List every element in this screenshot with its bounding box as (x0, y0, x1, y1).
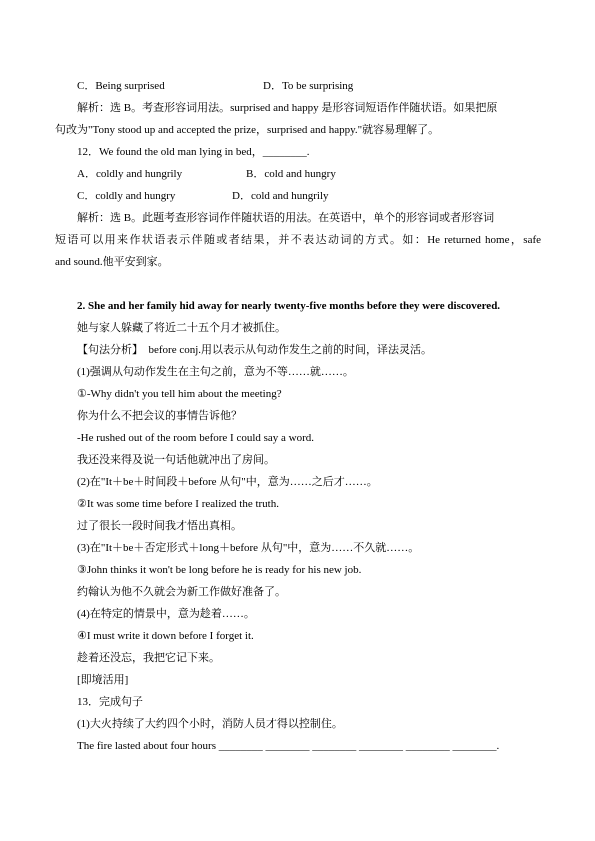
example-1a-translation: 你为什么不把会议的事情告诉他？ (77, 410, 242, 422)
q11-option-d: D．To be surprising (263, 80, 354, 92)
practice-label: [即境活用] (77, 674, 129, 686)
example-2-translation: 过了很长一段时间我才悟出真相。 (77, 520, 242, 532)
example-1b-translation: 我还没来得及说一句话他就冲出了房间。 (77, 454, 275, 466)
example-4: ④I must write it down before I forget it. (77, 630, 254, 642)
q11-analysis-line2: 句改为"Tony stood up and accepted the prize，surprised and happy."就容易理解了。 (55, 124, 440, 136)
example-3-translation: 约翰认为他不久就会为新工作做好准备了。 (77, 586, 286, 598)
grammar-analysis: 【句法分析】 before conj.用以表示从句动作发生之前的时间，译法灵活。 (77, 344, 433, 356)
usage-1: (1)强调从句动作发生在主句之前，意为不等……就……。 (77, 366, 354, 378)
q12-option-b: B．cold and hungry (246, 168, 336, 180)
q13-item-1-sentence: The fire lasted about four hours ________ ________ ________ ________ ________ ________. (77, 740, 500, 752)
example-4-translation: 趁着还没忘，我把它记下来。 (77, 652, 220, 664)
usage-4: (4)在特定的情景中，意为趁着……。 (77, 608, 255, 620)
usage-3: (3)在"It＋be＋否定形式＋long＋before 从句"中，意为……不久就……。 (77, 542, 420, 554)
q12-analysis-line2: 短语可以用来作状语表示伴随或者结果，并不表达动词的方式。如：He returned home，safe (55, 234, 541, 246)
q11-analysis-line1: 解析：选 B。考查形容词用法。surprised and happy 是形容词短语作伴随状语。如果把原 (77, 102, 498, 114)
q11-option-c: C．Being surprised (77, 80, 165, 92)
section-heading: 2. She and her family hid away for nearly twenty-five months before they were discovered. (77, 300, 501, 312)
q12-option-a: A．coldly and hungrily (77, 168, 183, 180)
usage-2: (2)在"It＋be＋时间段＋before 从句"中，意为……之后才……。 (77, 476, 378, 488)
q12-stem: 12．We found the old man lying in bed，________. (77, 146, 310, 158)
q12-option-c: C．coldly and hungry (77, 190, 176, 202)
example-2: ②It was some time before I realized the truth. (77, 498, 279, 510)
example-1a: ①-Why didn't you tell him about the meeting? (77, 388, 282, 400)
example-3: ③John thinks it won't be long before he is ready for his new job. (77, 564, 362, 576)
q12-analysis-line3: and sound.他平安到家。 (55, 256, 169, 268)
example-1b: -He rushed out of the room before I could say a word. (77, 432, 315, 444)
q12-analysis-line1: 解析：选 B。此题考查形容词作伴随状语的用法。在英语中，单个的形容词或者形容词 (77, 212, 495, 224)
q13-title: 13．完成句子 (77, 696, 143, 708)
q13-item-1: (1)大火持续了大约四个小时，消防人员才得以控制住。 (77, 718, 343, 730)
q12-option-d: D．cold and hungrily (232, 190, 329, 202)
section-heading-translation: 她与家人躲藏了将近二十五个月才被抓住。 (77, 322, 286, 334)
